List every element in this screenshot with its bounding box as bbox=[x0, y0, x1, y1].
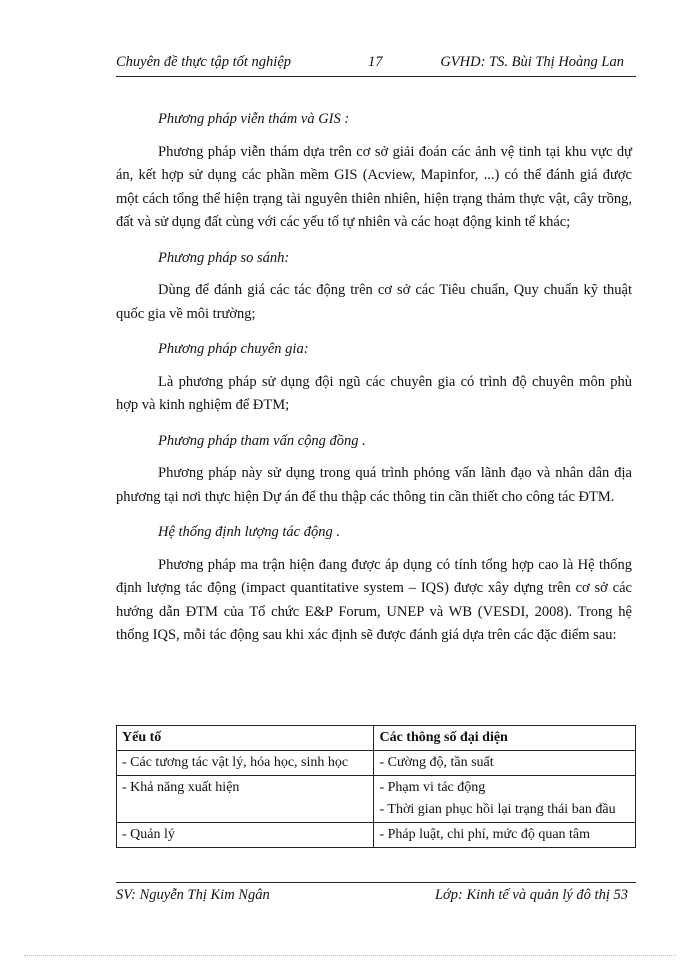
section-paragraph: Phương pháp này sử dụng trong quá trình phỏng vấn lãnh đạo và nhân dân địa phương tại nơi thực hiện Dự án để thu thập các thông tin cần thiết cho công tác ĐTM. bbox=[116, 465, 632, 505]
table-header-factor: Yếu tố bbox=[117, 726, 374, 751]
header-doc-title: Chuyên đề thực tập tốt nghiệp bbox=[116, 54, 292, 70]
header-rule bbox=[116, 76, 636, 77]
table-cell-factor: - Quản lý bbox=[117, 823, 374, 848]
table-cell-factor: - Khả năng xuất hiện bbox=[117, 776, 374, 823]
page-header bbox=[116, 54, 636, 74]
header-page-number: 17 bbox=[368, 54, 383, 70]
section-heading: Phương pháp tham vấn cộng đồng . bbox=[158, 432, 366, 449]
section-paragraph: Phương pháp ma trận hiện đang được áp dụng có tính tổng hợp cao là Hệ thống định lượng tác động (impact quantitative system – IQS) được xây dựng trên cơ sở các hướng dẫn ĐTM của Tổ chức E&P Forum, UNEP và WB (VESDI, 2008). Trong hệ thống IQS, mỗi tác động sau khi xác định sẽ được đánh giá dựa trên các đặc điểm sau: bbox=[116, 556, 632, 643]
page-footer bbox=[116, 887, 636, 907]
section-heading: Phương pháp chuyên gia: bbox=[158, 341, 309, 357]
table-cell-params: - Phạm vi tác động - Thời gian phục hồi lại trạng thái ban đầu bbox=[374, 776, 636, 823]
table-cell-params: - Cường độ, tần suất bbox=[374, 751, 636, 776]
section-heading: Phương pháp viễn thám và GIS : bbox=[158, 111, 350, 127]
table-row bbox=[117, 823, 636, 848]
document-body bbox=[116, 108, 632, 648]
table-header-row bbox=[117, 726, 636, 751]
section-heading: Phương pháp so sánh: bbox=[158, 249, 290, 266]
table-row bbox=[117, 776, 636, 823]
table-row bbox=[117, 751, 636, 776]
table-header-params: Các thông số đại diện bbox=[374, 726, 636, 751]
table-cell-params: - Pháp luật, chi phí, mức độ quan tâm bbox=[374, 823, 636, 848]
table-cell-factor: - Các tương tác vật lý, hóa học, sinh học bbox=[117, 751, 374, 776]
section-paragraph: Dùng để đánh giá các tác động trên cơ sở các Tiêu chuẩn, Quy chuẩn kỹ thuật quốc gia về môi trường; bbox=[116, 282, 632, 322]
header-advisor: GVHD: TS. Bùi Thị Hoàng Lan bbox=[440, 54, 624, 70]
footer-class: Lớp: Kinh tế và quản lý đô thị 53 bbox=[434, 887, 628, 903]
section-heading: Hệ thống định lượng tác động . bbox=[158, 524, 340, 540]
footer-rule bbox=[116, 882, 636, 883]
section-paragraph: Là phương pháp sử dụng đội ngũ các chuyên gia có trình độ chuyên môn phù hợp và kinh nghiệm để ĐTM; bbox=[116, 373, 632, 413]
impact-criteria-table bbox=[116, 725, 636, 848]
footer-student: SV: Nguyễn Thị Kim Ngân bbox=[116, 887, 270, 903]
section-paragraph: Phương pháp viễn thám dựa trên cơ sở giải đoán các ảnh vệ tinh tại khu vực dự án, kết hợp sử dụng các phần mềm GIS (Acview, Mapinfor, ...) có thể đánh giá được một cách tổng thể hiện trạng tài nguyên thiên nhiên, hiện trạng thảm thực vật, cây trồng, đất và sử dụng đất cùng với các yếu tố tự nhiên và các hoạt động kinh tế khác; bbox=[116, 143, 632, 230]
page-edge-divider bbox=[24, 955, 676, 956]
